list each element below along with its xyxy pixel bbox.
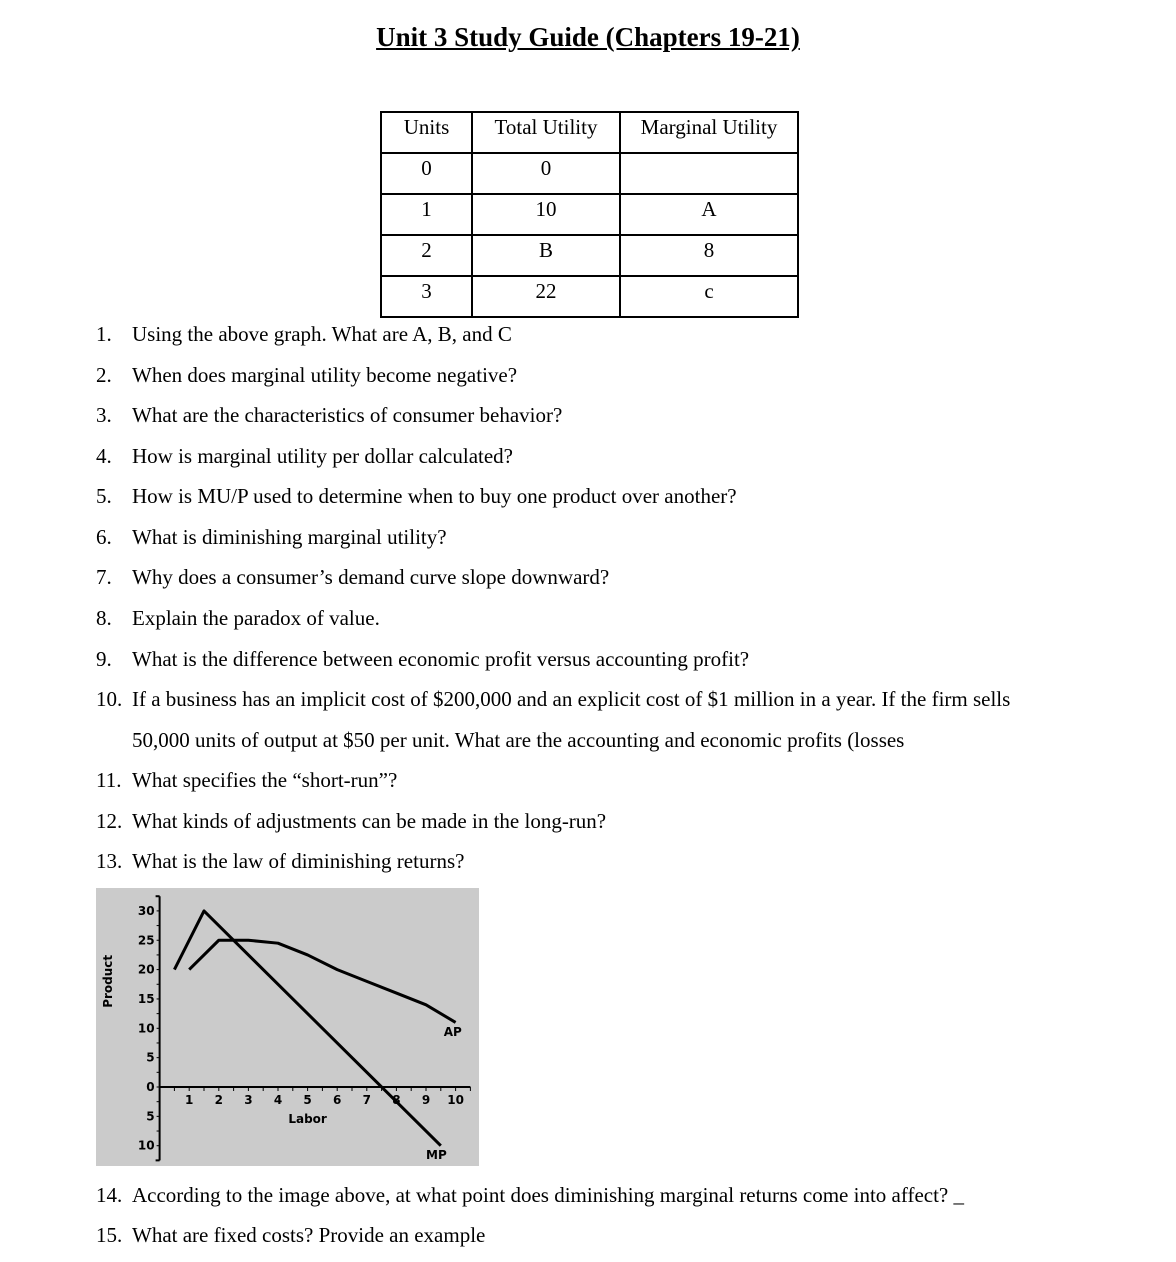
question-item	[96, 322, 512, 346]
question-text: What is the difference between economic profit versus accounting profit?	[132, 647, 750, 671]
question-item	[96, 687, 1010, 711]
x-axis-label: Labor	[288, 1112, 327, 1126]
question-number: 6.	[96, 525, 112, 549]
question-item	[96, 403, 562, 427]
question-text: What are the characteristics of consumer behavior?	[132, 403, 563, 427]
x-tick-label: 1	[185, 1093, 194, 1107]
question-text: What is the law of diminishing returns?	[132, 849, 465, 873]
x-tick-label: 4	[273, 1093, 283, 1107]
x-tick-label: 7	[362, 1093, 371, 1107]
y-tick-label: 30	[137, 903, 155, 918]
header-marginal-utility: Marginal Utility	[620, 112, 798, 153]
question-text: When does marginal utility become negative?	[132, 363, 518, 387]
cell: 0	[472, 153, 620, 194]
table-row	[381, 153, 798, 194]
ap-label: AP	[443, 1024, 462, 1039]
x-tick-label: 2	[214, 1093, 223, 1107]
mp-label: MP	[426, 1148, 447, 1163]
question-text: What kinds of adjustments can be made in the long-run?	[132, 809, 607, 833]
chart-svg	[96, 888, 479, 1166]
question-number: 4.	[96, 444, 112, 468]
question-number: 5.	[96, 484, 112, 508]
cell: 8	[620, 235, 798, 276]
x-tick-label: 10	[447, 1093, 464, 1107]
y-tick-label: 5	[146, 1109, 155, 1124]
question-item	[96, 768, 397, 792]
x-tick-label: 6	[333, 1093, 342, 1107]
utility-table	[380, 111, 799, 318]
question-text: How is MU/P used to determine when to buy one product over another?	[132, 484, 737, 508]
y-axis-label: Product	[101, 954, 115, 1008]
header-total-utility: Total Utility	[472, 112, 620, 153]
question-item	[96, 849, 464, 873]
cell: 2	[381, 235, 472, 276]
table-row	[381, 235, 798, 276]
question-number: 8.	[96, 606, 112, 630]
question-number: 11.	[96, 768, 122, 792]
question-number: 9.	[96, 647, 112, 671]
question-item	[96, 565, 609, 589]
question-text: Using the above graph. What are A, B, and C	[132, 322, 512, 346]
y-tick-label: 25	[137, 933, 155, 948]
cell: 3	[381, 276, 472, 317]
cell: 0	[381, 153, 472, 194]
cell: A	[620, 194, 798, 235]
x-tick-label: 9	[421, 1093, 431, 1107]
question-item	[96, 647, 749, 671]
question-number: 13.	[96, 849, 123, 873]
page-title: Unit 3 Study Guide (Chapters 19-21)	[376, 22, 800, 52]
question-item	[96, 1223, 485, 1247]
series-line-ap	[189, 940, 455, 1022]
question-text-continued: 50,000 units of output at $50 per unit. What are the accounting and economic profits (losses	[132, 728, 905, 752]
cell: 1	[381, 194, 472, 235]
question-item	[96, 525, 447, 549]
question-number: 1.	[96, 322, 112, 346]
question-number: 14.	[96, 1183, 123, 1207]
question-item	[96, 1183, 964, 1207]
question-number: 3.	[96, 403, 112, 427]
question-number: 10.	[96, 687, 123, 711]
cell: B	[472, 235, 620, 276]
product-labor-chart	[96, 888, 479, 1166]
question-number: 2.	[96, 363, 112, 387]
question-text: How is marginal utility per dollar calculated?	[132, 444, 513, 468]
cell	[620, 153, 798, 194]
table-row	[381, 276, 798, 317]
question-item	[96, 444, 513, 468]
question-item	[96, 606, 380, 630]
x-tick-label: 8	[392, 1093, 401, 1107]
question-item	[96, 484, 737, 508]
y-tick-label: 20	[137, 962, 155, 977]
question-text: According to the image above, at what point does diminishing marginal returns come into affect? _	[132, 1183, 965, 1207]
question-item	[96, 363, 517, 387]
table-row	[381, 194, 798, 235]
y-tick-label: 10	[137, 1021, 155, 1036]
y-tick-label: 15	[137, 991, 155, 1006]
question-text: Why does a consumer’s demand curve slope downward?	[132, 565, 610, 589]
question-number: 15.	[96, 1223, 123, 1247]
question-number: 12.	[96, 809, 123, 833]
cell: c	[620, 276, 798, 317]
question-number: 7.	[96, 565, 112, 589]
question-text: What is diminishing marginal utility?	[132, 525, 447, 549]
x-tick-label: 5	[303, 1093, 312, 1107]
y-tick-label: 0	[146, 1080, 155, 1094]
cell: 22	[472, 276, 620, 317]
table-header-row	[381, 112, 798, 153]
question-item	[96, 809, 606, 833]
y-tick-label: 10	[137, 1138, 155, 1153]
question-text: If a business has an implicit cost of $200,000 and an explicit cost of $1 million in a year. If the firm sells	[132, 687, 1011, 711]
cell: 10	[472, 194, 620, 235]
y-tick-label: 5	[146, 1050, 155, 1065]
question-text: What are fixed costs? Provide an example	[132, 1223, 486, 1247]
question-text: Explain the paradox of value.	[132, 606, 380, 630]
x-tick-label: 3	[244, 1093, 253, 1107]
question-text: What specifies the “short-run”?	[132, 768, 398, 792]
header-units: Units	[381, 112, 472, 153]
